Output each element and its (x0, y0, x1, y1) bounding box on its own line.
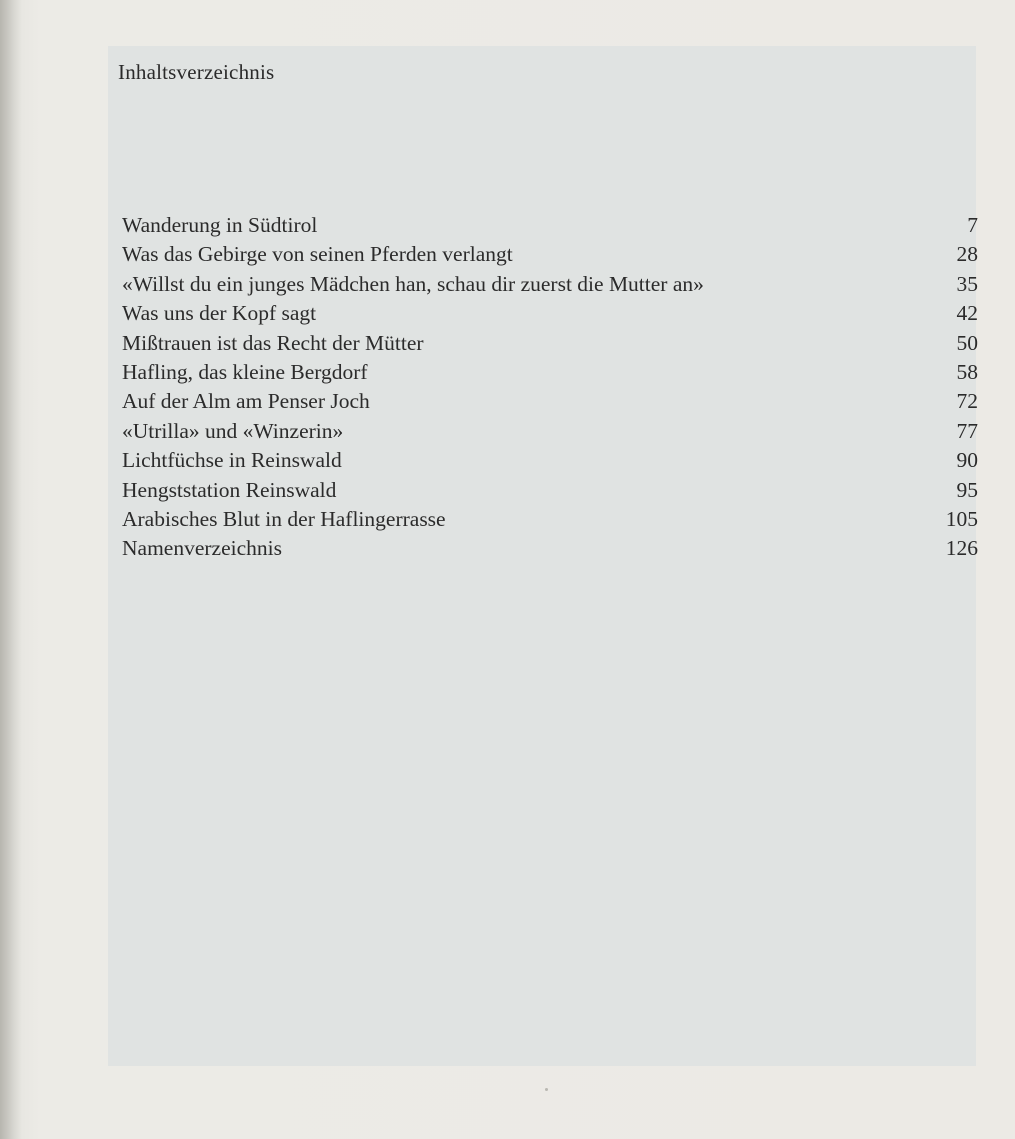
toc-entry-page: 42 (956, 301, 978, 326)
toc-entry-page: 7 (967, 213, 978, 237)
toc-entry (122, 270, 978, 299)
toc-entry-title: Mißtrauen ist das Recht der Mütter (122, 330, 424, 355)
toc-entry-title: Was das Gebirge von seinen Pferden verlangt (122, 242, 513, 267)
toc-entry (122, 240, 978, 269)
toc-entry (122, 534, 978, 563)
page-gutter-shadow (0, 0, 22, 1139)
toc-entry-page: 35 (956, 271, 978, 296)
toc-entry-title: Wanderung in Südtirol (122, 213, 318, 237)
toc-entry-title: Auf der Alm am Penser Joch (122, 389, 370, 414)
toc-entry-page: 58 (956, 359, 978, 384)
toc-entry-page: 50 (956, 330, 978, 355)
toc-entry-title: Lichtfüchse in Reinswald (122, 448, 342, 473)
toc-entry (122, 358, 978, 387)
table-of-contents (122, 211, 978, 564)
toc-entry-page: 28 (956, 242, 978, 267)
toc-entry (122, 329, 978, 358)
toc-entry-title: Was uns der Kopf sagt (122, 301, 317, 326)
toc-entry (122, 505, 978, 534)
toc-entry-title: Arabisches Blut in der Haflingerrasse (122, 506, 446, 531)
toc-entry-page: 72 (956, 389, 978, 414)
page-title: Inhaltsverzeichnis (118, 60, 275, 84)
paper-speck (545, 1088, 548, 1091)
toc-entry-title: «Utrilla» und «Winzerin» (122, 418, 344, 443)
toc-entry-title: Namenverzeichnis (122, 536, 282, 561)
toc-entry-page: 77 (956, 418, 978, 443)
toc-entry (122, 476, 978, 505)
toc-entry (122, 299, 978, 328)
toc-entry-title: «Willst du ein junges Mädchen han, schau dir zuerst die Mutter an» (122, 271, 704, 296)
toc-entry-page: 105 (945, 506, 978, 531)
toc-entry-page: 126 (945, 536, 978, 561)
toc-entry (122, 387, 978, 416)
toc-entry-page: 95 (956, 477, 978, 502)
toc-entry (122, 446, 978, 475)
toc-entry (122, 417, 978, 446)
toc-entry-page: 90 (956, 448, 978, 473)
toc-entry-title: Hengststation Reinswald (122, 477, 337, 502)
toc-entry (122, 211, 978, 240)
toc-entry-title: Hafling, das kleine Bergdorf (122, 359, 368, 384)
